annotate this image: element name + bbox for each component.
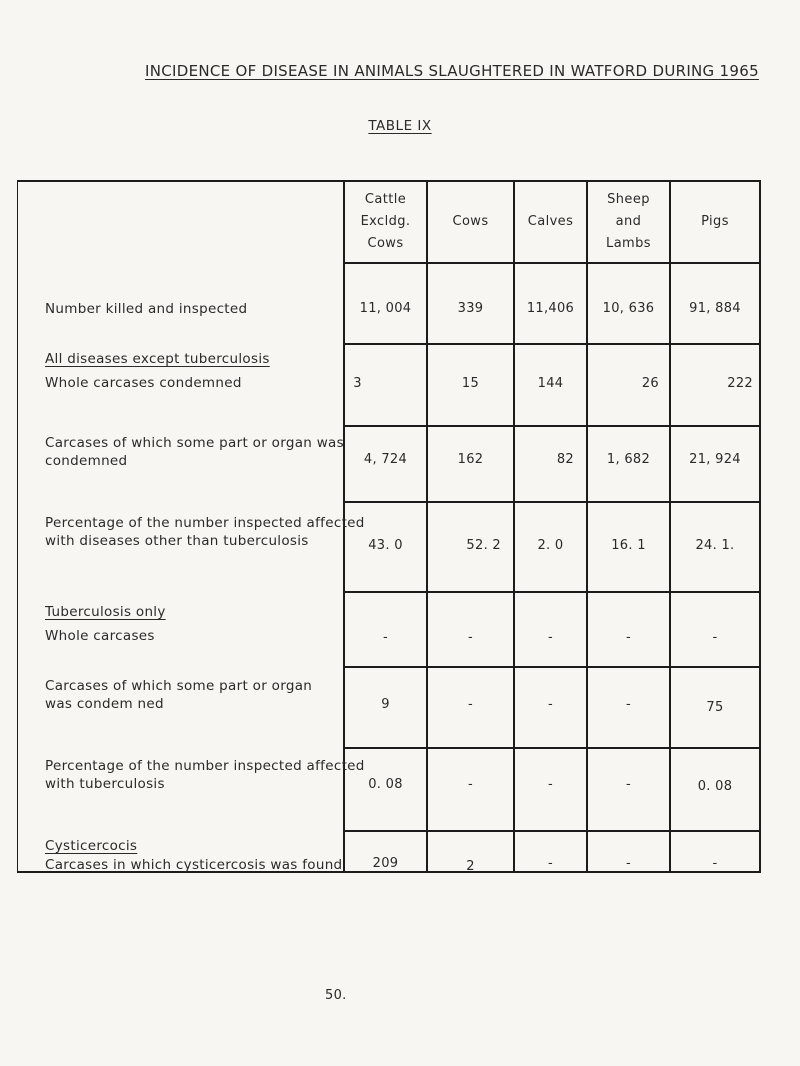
- label-whole-carcases-condemned: Whole carcases condemned: [45, 375, 242, 391]
- cell-cows: -: [468, 777, 473, 792]
- cell-calves: -: [548, 630, 553, 645]
- cell-sheep: 16. 1: [611, 538, 646, 553]
- cell-cows: 15: [461, 376, 480, 391]
- cell-cattle: 3: [353, 376, 362, 391]
- cell-cattle: -: [383, 630, 388, 645]
- header-calves: Calves: [527, 214, 574, 229]
- cell-cattle: 4, 724: [363, 452, 408, 467]
- section-heading-cysticercosis: Cysticercocis: [45, 838, 138, 854]
- row-divider: [343, 501, 761, 503]
- header-sheep-and-lambs: Sheep and Lambs: [606, 192, 651, 251]
- header-cows: Cows: [452, 214, 489, 229]
- column-divider: [669, 180, 671, 873]
- header-pigs: Pigs: [701, 214, 729, 229]
- row-divider: [343, 343, 761, 345]
- cell-calves: -: [548, 777, 553, 792]
- label-percentage-affected-other: Percentage of the number inspected affected with diseases other than tuberculosis: [45, 515, 365, 549]
- label-carcases-part-condemned: Carcases of which some part or organ was condemned: [45, 435, 344, 469]
- cell-pigs: 0. 08: [697, 779, 733, 794]
- row-divider: [343, 425, 761, 427]
- cell-calves: 11,406: [526, 301, 575, 316]
- column-divider: [513, 180, 515, 873]
- section-heading-all-diseases: All diseases except tuberculosis: [45, 351, 270, 367]
- cell-cattle: 11, 004: [359, 301, 412, 316]
- cell-sheep: 10, 636: [602, 301, 655, 316]
- label-tb-percentage: Percentage of the number inspected affected with tuberculosis: [45, 758, 365, 792]
- cell-pigs: 75: [706, 700, 724, 715]
- cell-cattle: 43. 0: [368, 538, 403, 553]
- cell-sheep: -: [626, 777, 631, 792]
- section-heading-tuberculosis: Tuberculosis only: [45, 604, 166, 620]
- cell-sheep: 26: [641, 376, 659, 391]
- cell-cattle: 9: [381, 697, 390, 712]
- cell-calves: 144: [537, 376, 564, 391]
- cell-cows: 339: [457, 301, 484, 316]
- column-divider: [586, 180, 588, 873]
- column-divider: [759, 180, 761, 873]
- row-divider: [343, 830, 761, 832]
- label-number-killed: Number killed and inspected: [45, 301, 248, 317]
- cell-cows: 2: [466, 859, 475, 874]
- column-divider: [426, 180, 428, 873]
- header-cattle: Cattle Excldg. Cows: [360, 192, 411, 251]
- label-tb-whole-carcases: Whole carcases: [45, 628, 155, 644]
- row-divider: [343, 262, 761, 264]
- row-divider: [343, 591, 761, 593]
- page-number: 50.: [325, 988, 347, 1003]
- cell-sheep: -: [626, 856, 631, 871]
- cell-cows: 162: [457, 452, 484, 467]
- cell-pigs: -: [712, 630, 718, 645]
- cell-pigs: 222: [727, 376, 753, 391]
- cell-cows: 52. 2: [466, 538, 501, 553]
- table-number: TABLE IX: [368, 118, 432, 134]
- row-divider: [343, 666, 761, 668]
- label-tb-part-condemned: Carcases of which some part or organ was condem ned: [45, 678, 313, 712]
- cell-calves: -: [548, 856, 553, 871]
- cell-cattle: 0. 08: [368, 777, 403, 792]
- cell-sheep: -: [626, 697, 631, 712]
- cell-sheep: -: [626, 630, 631, 645]
- cell-cows: -: [468, 630, 473, 645]
- cell-pigs: 21, 924: [689, 452, 741, 467]
- cell-cattle: 209: [372, 856, 399, 871]
- cell-calves: 82: [556, 452, 574, 467]
- cell-sheep: 1, 682: [606, 452, 651, 467]
- cell-cows: -: [468, 697, 473, 712]
- document-title: INCIDENCE OF DISEASE IN ANIMALS SLAUGHTERED IN WATFORD DURING 1965: [145, 62, 759, 80]
- cell-pigs: -: [712, 856, 718, 871]
- cell-pigs: 91, 884: [689, 301, 741, 316]
- cell-calves: -: [548, 697, 553, 712]
- label-cysticercosis-found: Carcases in which cysticercosis was found: [45, 857, 343, 873]
- cell-calves: 2. 0: [537, 538, 564, 553]
- cell-pigs: 24. 1.: [695, 538, 735, 553]
- row-divider: [343, 747, 761, 749]
